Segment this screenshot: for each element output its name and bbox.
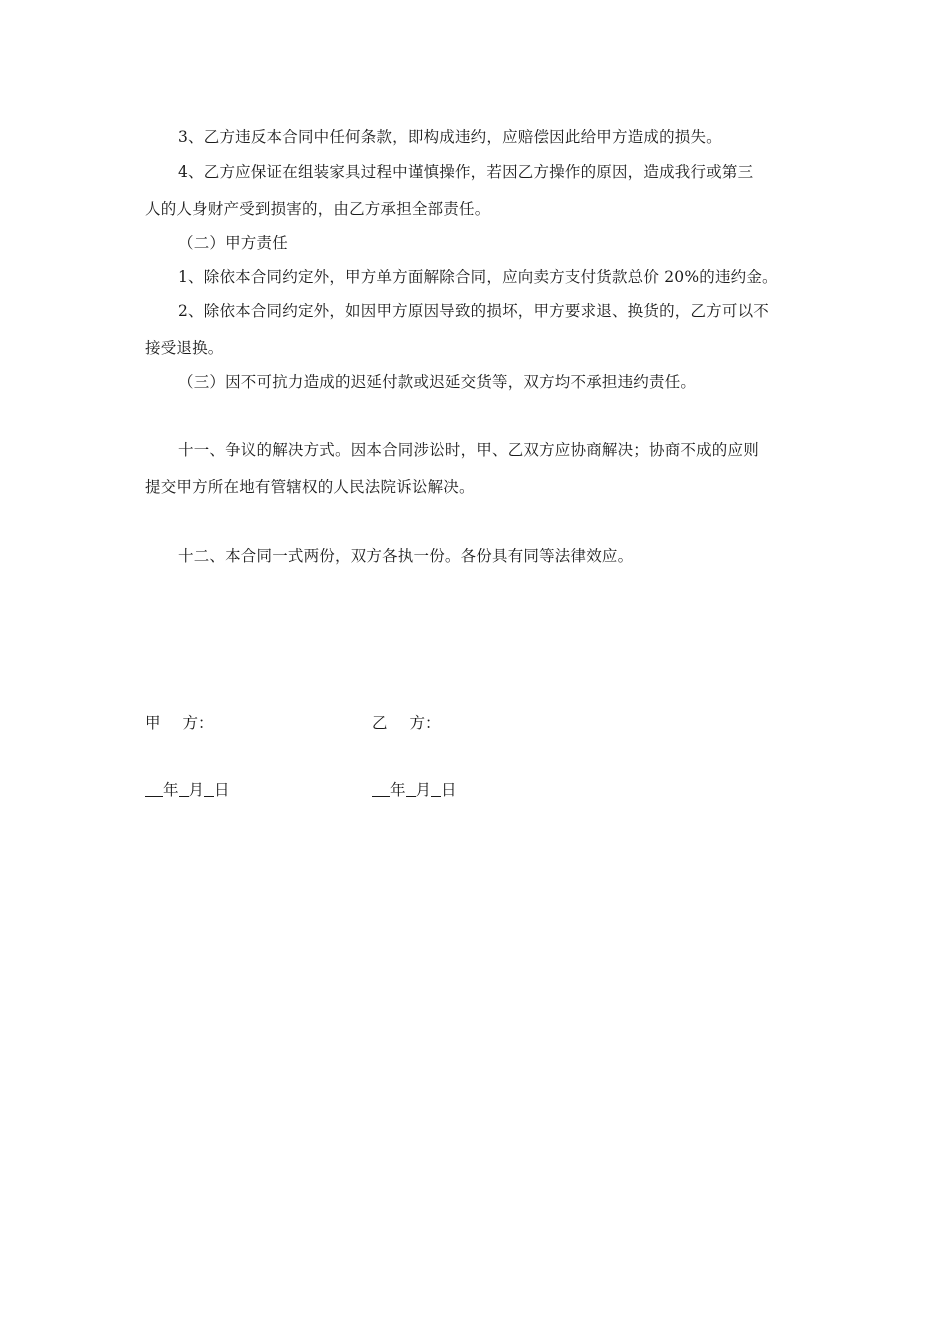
clause-line: 接受退换。 — [145, 339, 224, 357]
clause-line: 1、除依本合同约定外，甲方单方面解除合同，应向卖方支付货款总价 20%的违约金。 — [178, 268, 778, 286]
month-blank — [179, 782, 189, 797]
month-blank — [406, 782, 416, 797]
section-heading: （二）甲方责任 — [178, 234, 288, 252]
clause-line: 十一、争议的解决方式。因本合同涉讼时，甲、乙双方应协商解决；协商不成的应则 — [178, 441, 759, 459]
year-blank — [145, 782, 163, 797]
clause-line: 4、乙方应保证在组装家具过程中谨慎操作，若因乙方操作的原因，造成我行或第三 — [178, 163, 754, 181]
party-b-label: 乙 方： — [372, 714, 441, 732]
clause-line: 2、除依本合同约定外，如因甲方原因导致的损坏，甲方要求退、换货的，乙方可以不 — [178, 302, 769, 320]
clause-line: 提交甲方所在地有管辖权的人民法院诉讼解决。 — [145, 478, 475, 496]
clause-line: 人的人身财产受到损害的，由乙方承担全部责任。 — [145, 200, 491, 218]
clause-line: （三）因不可抗力造成的迟延付款或迟延交货等，双方均不承担违约责任。 — [178, 373, 697, 391]
day-blank — [431, 782, 441, 797]
party-a-label: 甲 方： — [145, 714, 214, 732]
clause-line: 3、乙方违反本合同中任何条款，即构成违约，应赔偿因此给甲方造成的损失。 — [178, 128, 722, 146]
clause-line: 十二、本合同一式两份，双方各执一份。各份具有同等法律效应。 — [178, 547, 634, 565]
year-blank — [372, 782, 390, 797]
party-a-date: 年 月 日 — [145, 780, 230, 800]
day-blank — [204, 782, 214, 797]
party-b-date: 年 月 日 — [372, 780, 457, 800]
